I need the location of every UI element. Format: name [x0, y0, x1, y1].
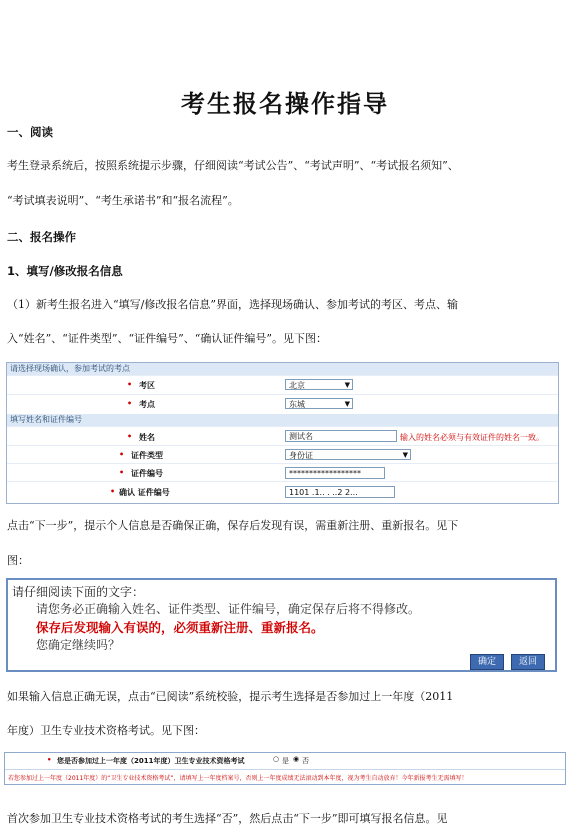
- paragraph: 如果输入信息正确无误，点击“已阅读”系统校验，提示考生选择是否参加过上一年度（2011: [7, 690, 454, 703]
- page-title: 考生报名操作指导: [181, 90, 389, 118]
- radio-yes-label: 是: [282, 757, 289, 765]
- idtype-label: 证件类型: [131, 451, 163, 460]
- required-star: •: [127, 399, 133, 408]
- confirm-dialog: [6, 578, 557, 672]
- area-select[interactable]: 北京 ▼: [285, 379, 353, 390]
- previous-exam-form: [4, 752, 566, 785]
- idno-input[interactable]: ******************: [285, 467, 385, 479]
- paragraph: 入“姓名”、“证件类型”、“证件编号”、“确认证件编号”。见下图：: [7, 332, 327, 345]
- section-header: 请选择现场确认，参加考试的考点: [7, 363, 558, 375]
- name-label: 姓名: [139, 433, 155, 442]
- required-star: •: [119, 450, 125, 459]
- chevron-down-icon: ▼: [344, 400, 350, 408]
- confirm-label: 确认 证件编号: [119, 488, 170, 497]
- dialog-line: 请您务必正确输入姓名、证件类型、证件编号，确定保存后将不得修改。: [36, 602, 421, 616]
- paragraph: （1）新考生报名进入“填写/修改报名信息”界面，选择现场确认、参加考试的考区、考点、输: [7, 298, 458, 311]
- paragraph: “考试填表说明”、“考生承诺书”和“报名流程”。: [7, 194, 239, 207]
- form-row-area: [7, 375, 558, 395]
- back-button[interactable]: 返回: [511, 654, 545, 670]
- subsection-heading: 1、填写/修改报名信息: [7, 264, 123, 278]
- name-input[interactable]: 测试名: [285, 430, 397, 442]
- dialog-line: 您确定继续吗？: [36, 638, 121, 652]
- required-star: •: [127, 432, 133, 441]
- previous-exam-question: 您是否参加过上一年度（2011年度）卫生专业技术资格考试: [57, 757, 245, 765]
- section-header: 填写姓名和证件编号: [7, 414, 558, 426]
- form-row-idno: [7, 463, 558, 483]
- paragraph: 考生登录系统后，按照系统提示步骤，仔细阅读“考试公告”、“考试声明”、“考试报名须知”、: [7, 159, 459, 172]
- form-row-name: [7, 426, 558, 446]
- idtype-select[interactable]: 身份证 ▼: [285, 449, 411, 460]
- site-select[interactable]: 东城 ▼: [285, 398, 353, 409]
- registration-form: [6, 362, 559, 504]
- dialog-warning: 保存后发现输入有误的，必须重新注册、重新报名。: [36, 620, 324, 635]
- form-row-idtype: [7, 445, 558, 465]
- paragraph: 点击“下一步”，提示个人信息是否确保正确，保存后发现有误，需重新注册、重新报名。见下: [7, 519, 459, 532]
- required-star: •: [110, 487, 116, 496]
- dialog-heading: 请仔细阅读下面的文字：: [12, 585, 145, 599]
- radio-no[interactable]: ◉: [293, 755, 300, 763]
- form-row-site: [7, 394, 558, 414]
- area-label: 考区: [139, 381, 155, 390]
- site-label: 考点: [139, 400, 155, 409]
- ok-button[interactable]: 确定: [470, 654, 504, 670]
- chevron-down-icon: ▼: [402, 451, 408, 459]
- chevron-down-icon: ▼: [344, 381, 350, 389]
- section-heading-operation: 二、报名操作: [7, 230, 76, 244]
- previous-exam-note: 若您参加过上一年度（2011年度）的“卫生专业技术资格考试”，请填写上一年度档案号，否则上一年度成绩无法滚动到本年度，视为考生自动放弃！今年新报考生无需填写！: [8, 775, 468, 782]
- section-heading-read: 一、阅读: [7, 125, 53, 139]
- name-error-text: 输入的姓名必须与有效证件的姓名一致。: [400, 433, 544, 442]
- form-row-confirm: [7, 481, 558, 501]
- radio-no-label: 否: [302, 757, 309, 765]
- required-star: •: [127, 380, 133, 389]
- confirm-idno-input[interactable]: 1101 .1.. . ..2 2...: [285, 486, 395, 498]
- required-star: •: [47, 756, 52, 764]
- radio-yes[interactable]: ○: [273, 755, 280, 763]
- divider: [5, 769, 565, 770]
- paragraph: 首次参加卫生专业技术资格考试的考生选择“否”，然后点击“下一步”即可填写报名信息。见: [7, 812, 448, 825]
- required-star: •: [119, 468, 125, 477]
- paragraph: 图：: [7, 554, 29, 567]
- paragraph: 年度）卫生专业技术资格考试。见下图：: [7, 724, 205, 737]
- idno-label: 证件编号: [131, 469, 163, 478]
